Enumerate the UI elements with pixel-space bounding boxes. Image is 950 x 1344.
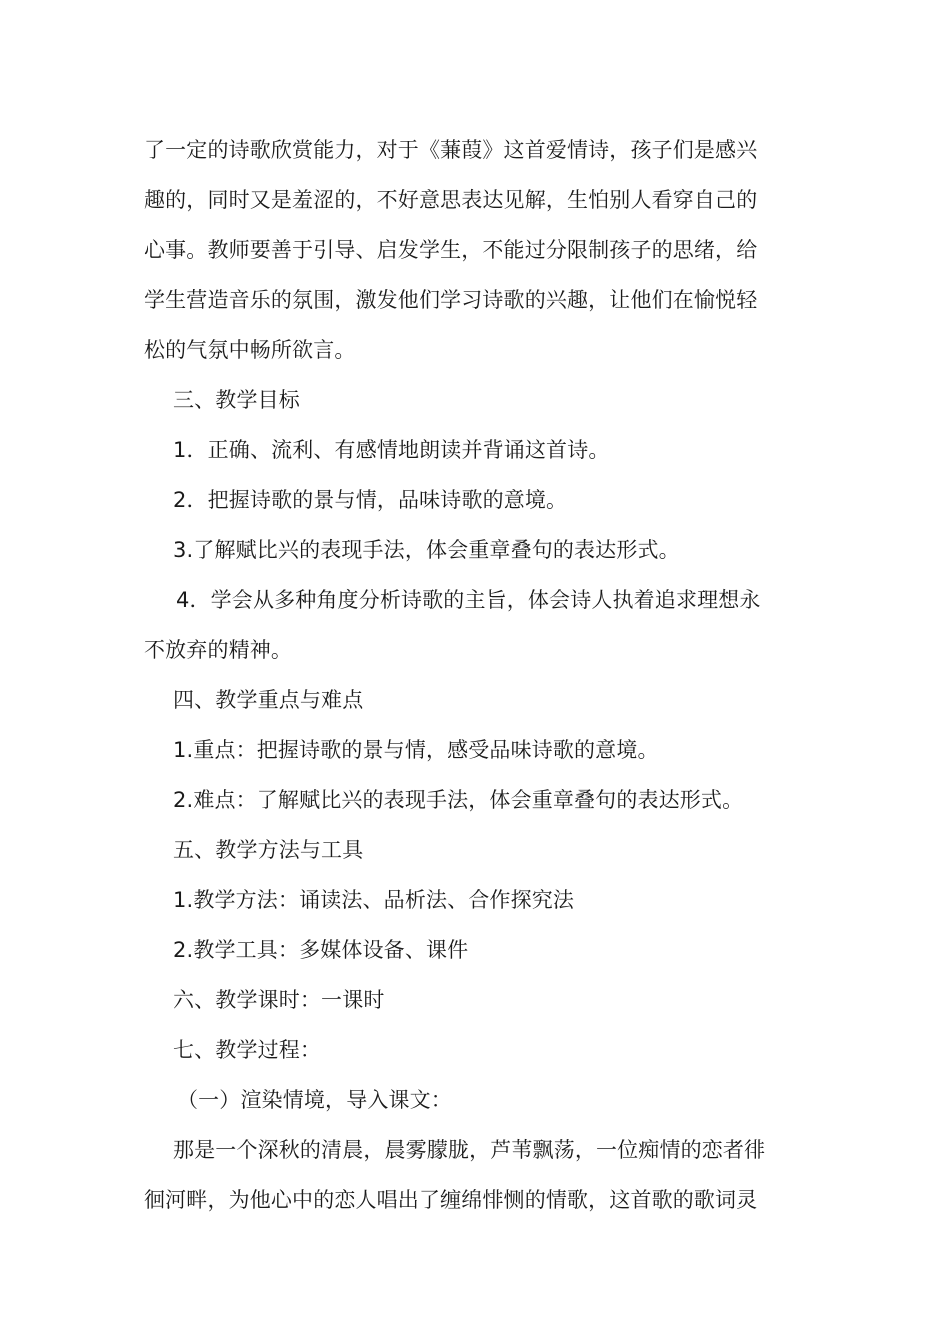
paragraph-line: 徊河畔，为他心中的恋人唱出了缠绵悱恻的情歌，这首歌的歌词灵 xyxy=(144,1188,758,1212)
document-body xyxy=(144,125,808,1225)
paragraph-line: 了一定的诗歌欣赏能力，对于《蒹葭》这首爱情诗，孩子们是感兴 xyxy=(144,138,758,162)
list-item: 2．把握诗歌的景与情，品味诗歌的意境。 xyxy=(173,488,568,512)
paragraph-line: 趣的，同时又是羞涩的，不好意思表达见解，生怕别人看穿自己的 xyxy=(144,188,758,212)
paragraph-line: 心事。教师要善于引导、启发学生，不能过分限制孩子的思绪，给 xyxy=(144,238,758,262)
paragraph-line: 松的气氛中畅所欲言。 xyxy=(144,338,356,362)
section-heading: 三、教学目标 xyxy=(173,388,300,412)
section-heading: 六、教学课时：一课时 xyxy=(173,988,385,1012)
list-item: 4．学会从多种角度分析诗歌的主旨，体会诗人执着追求理想永 xyxy=(176,588,761,612)
list-item: 3.了解赋比兴的表现手法，体会重章叠句的表达形式。 xyxy=(173,538,680,562)
list-item: 1．正确、流利、有感情地朗读并背诵这首诗。 xyxy=(173,438,610,462)
paragraph-line: 那是一个深秋的清晨，晨雾朦胧，芦苇飘荡，一位痴情的恋者徘 xyxy=(173,1138,766,1162)
section-heading: 七、教学过程： xyxy=(173,1038,322,1062)
list-item: 2.难点：了解赋比兴的表现手法，体会重章叠句的表达形式。 xyxy=(173,788,744,812)
paragraph-line: 不放弃的精神。 xyxy=(144,638,293,662)
list-item: 1.教学方法：诵读法、品析法、合作探究法 xyxy=(173,888,575,912)
subsection-heading: （一）渲染情境，导入课文： xyxy=(177,1088,452,1112)
list-item: 2.教学工具：多媒体设备、课件 xyxy=(173,938,469,962)
paragraph-line: 学生营造音乐的氛围，激发他们学习诗歌的兴趣，让他们在愉悦轻 xyxy=(144,288,758,312)
section-heading: 五、教学方法与工具 xyxy=(173,838,364,862)
list-item: 1.重点：把握诗歌的景与情，感受品味诗歌的意境。 xyxy=(173,738,659,762)
section-heading: 四、教学重点与难点 xyxy=(173,688,364,712)
